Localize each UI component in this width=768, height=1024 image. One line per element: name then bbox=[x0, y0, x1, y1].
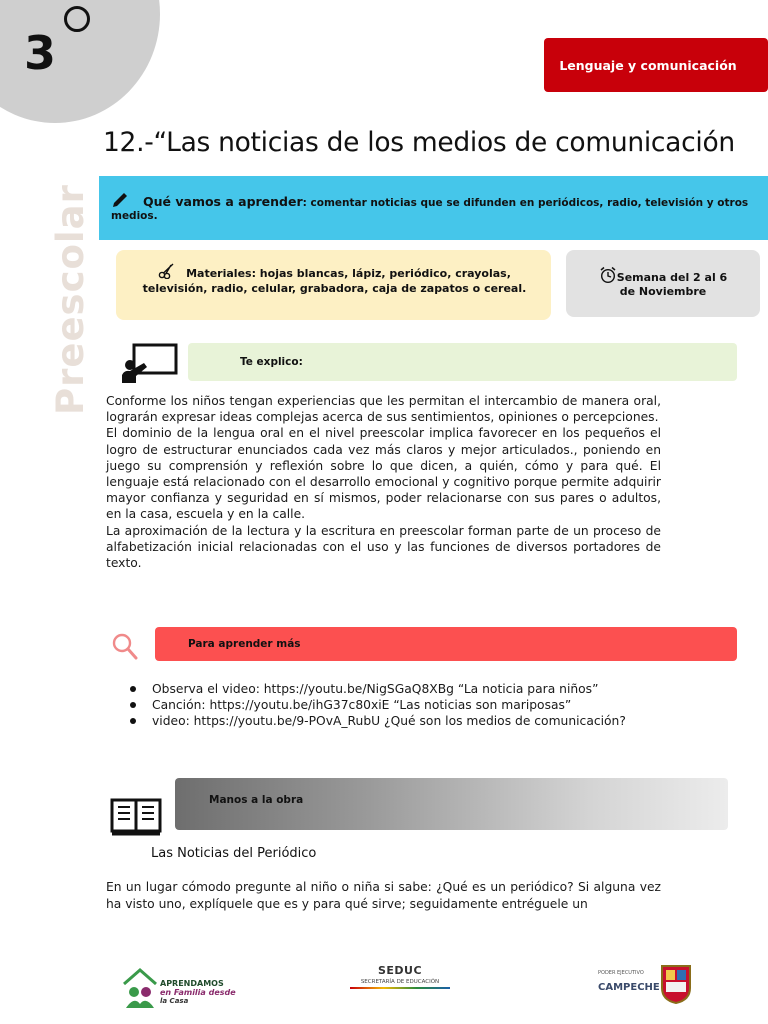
work-heading: Manos a la obra bbox=[209, 794, 304, 806]
explain-heading: Te explico: bbox=[240, 356, 303, 368]
grade-degree-mark bbox=[64, 6, 90, 32]
explain-paragraph: El dominio de la lengua oral en el nivel preescolar implica favorecer en los pequeños el logro de estructurar enunciados cada vez más claros y mejor articulados., poniendo en juego su comprensión y reflexión sobre lo que dicen, a quién, cómo y para qué. El lenguaje está relacionado con el desarrollo emocional y cognitivo porque permite adquirir mayor confianza y seguridad en sí mismos, poder relacionarse con sus pares o adultos, en la casa, escuela y en la calle. bbox=[106, 426, 661, 522]
campeche-shield-icon bbox=[660, 964, 692, 1004]
page-title: 12.-“Las noticias de los medios de comunicación bbox=[103, 127, 735, 158]
materials-box bbox=[116, 250, 551, 320]
campeche-line2: CAMPECHE bbox=[598, 982, 660, 993]
explain-body bbox=[106, 393, 661, 571]
grade-number: 3 bbox=[24, 26, 57, 80]
resource-link[interactable]: Observa el video: https://youtu.be/NigSGaQ8XBg “La noticia para niños” bbox=[128, 681, 688, 697]
materials-text: Materiales: hojas blancas, lápiz, periódico, crayolas, televisión, radio, celular, grabadora, caja de zapatos o cereal. bbox=[142, 267, 527, 295]
more-heading: Para aprender más bbox=[188, 638, 301, 650]
week-box bbox=[566, 250, 760, 317]
explain-paragraph: Conforme los niños tengan experiencias que les permitan el intercambio de manera oral, lograrán expresar ideas complejas acerca de sus sentimientos, opiniones o percepciones. bbox=[106, 394, 661, 425]
teacher-board-icon bbox=[122, 343, 180, 383]
resource-list bbox=[128, 681, 688, 729]
alarm-clock-icon bbox=[599, 266, 617, 284]
campeche-logo bbox=[598, 964, 698, 1004]
week-line1: Semana del 2 al 6 bbox=[616, 271, 728, 284]
aprendamos-line3: la Casa bbox=[160, 997, 189, 1005]
subject-badge: Lenguaje y comunicación bbox=[544, 38, 768, 92]
learn-heading: Qué vamos a aprender bbox=[143, 194, 303, 209]
learn-box bbox=[99, 176, 768, 240]
week-line2: de Noviembre bbox=[619, 285, 707, 298]
campeche-line1: PODER EJECUTIVO bbox=[598, 970, 644, 976]
level-label bbox=[48, 185, 94, 415]
family-house-icon bbox=[120, 966, 160, 1010]
more-bar bbox=[155, 627, 737, 661]
aprendamos-logo bbox=[120, 966, 240, 1010]
activity-title: Las Noticias del Periódico bbox=[151, 846, 317, 861]
work-bar bbox=[175, 778, 728, 830]
scissors-icon bbox=[158, 263, 178, 279]
aprendamos-line2: en Familia desde bbox=[160, 988, 236, 997]
book-icon bbox=[110, 797, 162, 837]
seduc-logo bbox=[350, 964, 450, 994]
magnifier-icon bbox=[111, 632, 139, 662]
activity-text: En un lugar cómodo pregunte al niño o niña si sabe: ¿Qué es un periódico? Si alguna vez ha visto uno, explíquele que es y para qué sirve; seguidamente entréguele un bbox=[106, 880, 661, 911]
pencil-icon bbox=[111, 191, 129, 209]
resource-link[interactable]: Canción: https://youtu.be/ihG37c80xiE “Las noticias son mariposas” bbox=[128, 697, 688, 713]
seduc-name: SEDUC bbox=[377, 964, 423, 977]
explain-paragraph: La aproximación de la lectura y la escritura en preescolar forman parte de un proceso de alfabetización inicial relacionadas con el uso y las funciones de diversos portadores de texto. bbox=[106, 523, 661, 571]
aprendamos-line1: APRENDAMOS bbox=[160, 979, 224, 988]
resource-link[interactable]: video: https://youtu.be/9-POvA_RubU ¿Qué son los medios de comunicación? bbox=[128, 713, 688, 729]
seduc-stripe bbox=[350, 987, 450, 989]
learn-text: : comentar noticias que se difunden en periódicos, radio, televisión y otros medios. bbox=[111, 197, 749, 222]
seduc-subtitle: SECRETARÍA DE EDUCACIÓN bbox=[360, 979, 440, 985]
explain-bar bbox=[188, 343, 737, 381]
level-label-text: Preescolar bbox=[49, 184, 92, 415]
